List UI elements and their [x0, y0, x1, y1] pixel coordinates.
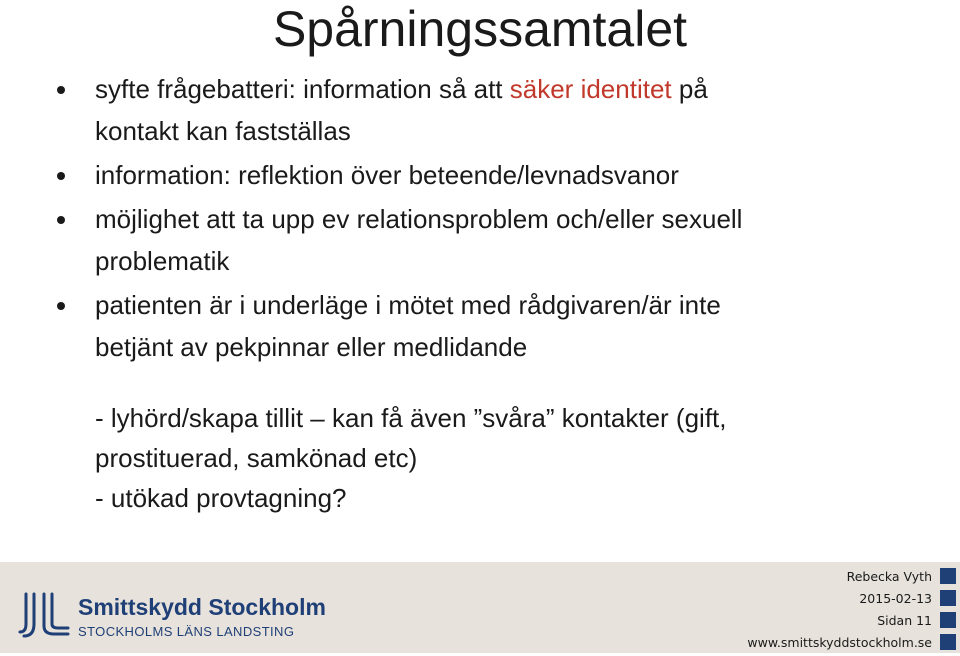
bullet-text: syfte frågebatteri: information så att	[95, 74, 510, 104]
footer	[0, 562, 960, 653]
bullet-item	[57, 284, 937, 368]
bullet-text: information: reflektion över beteende/levnadsvanor	[95, 160, 679, 190]
bullet-list	[57, 68, 937, 368]
page-number: Sidan 11	[877, 613, 932, 628]
bullet-text: på	[671, 74, 708, 104]
bullet-highlight: säker identitet	[509, 74, 672, 104]
bullet-text: problematik	[95, 246, 230, 276]
bullet-text: kontakt kan fastställas	[95, 116, 351, 146]
square-icon	[940, 590, 956, 606]
bullet-item	[57, 68, 937, 152]
organization-logo	[18, 588, 358, 643]
square-icon	[940, 634, 956, 650]
body-line: prostituerad, samkönad etc)	[95, 443, 418, 473]
bullet-icon	[57, 302, 65, 310]
square-icon	[940, 612, 956, 628]
footer-meta	[747, 566, 932, 654]
bullet-icon	[57, 172, 65, 180]
bullet-item	[57, 154, 937, 196]
body-line: - utökad provtagning?	[95, 483, 347, 513]
body-text	[95, 398, 945, 518]
bullet-text: möjlighet att ta upp ev relationsproblem och/eller sexuell	[95, 204, 743, 234]
bullet-item	[57, 198, 937, 282]
body-line: - lyhörd/skapa tillit – kan få även ”svåra” kontakter (gift,	[95, 403, 727, 433]
author-name: Rebecka Vyth	[846, 569, 932, 584]
organization-subtitle: STOCKHOLMS LÄNS LANDSTING	[78, 624, 295, 639]
organization-name: Smittskydd Stockholm	[78, 594, 326, 620]
slide-title: Spårningssamtalet	[272, 1, 688, 57]
bullet-icon	[57, 216, 65, 224]
square-icon	[940, 568, 956, 584]
slide-date: 2015-02-13	[859, 591, 932, 606]
bullet-icon	[57, 86, 65, 94]
bullet-text: betjänt av pekpinnar eller medlidande	[95, 332, 528, 362]
sll-logo-icon	[18, 590, 70, 638]
website-url: www.smittskyddstockholm.se	[747, 635, 932, 650]
bullet-text: patienten är i underläge i mötet med rådgivaren/är inte	[95, 290, 721, 320]
decorative-squares	[940, 568, 956, 656]
